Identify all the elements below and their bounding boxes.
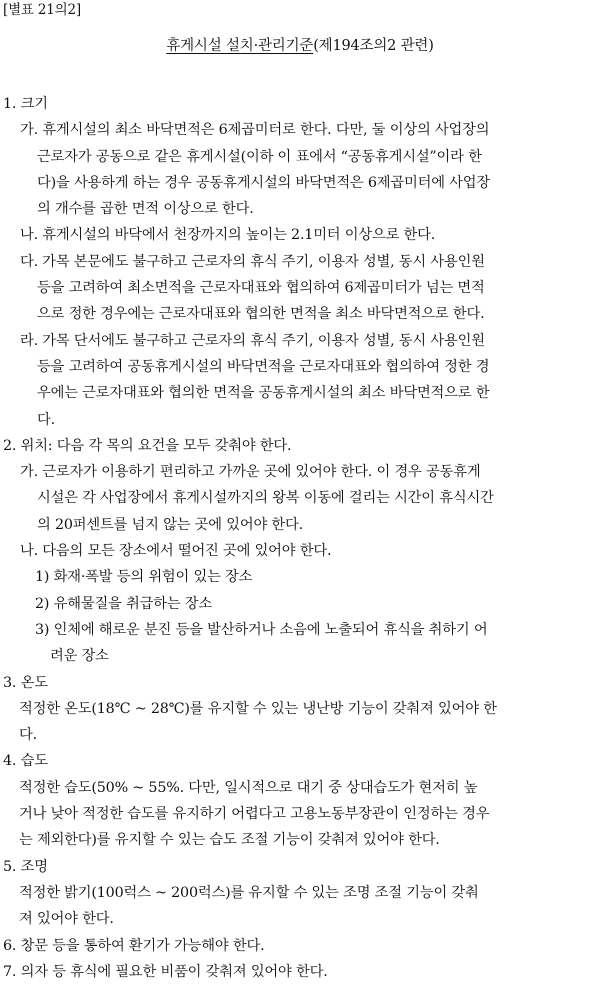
text-line: 1) 화재·폭발 등의 위험이 있는 장소	[35, 569, 253, 586]
text-line: 으로 정한 경우에는 근로자대표와 협의한 면적을 최소 바닥면적으로 한다.	[37, 306, 485, 323]
text-line: 나. 휴게시설의 바닥에서 천장까지의 높이는 2.1미터 이상으로 한다.	[20, 227, 436, 244]
text-line: 다. 가목 본문에도 불구하고 근로자의 휴식 주기, 이용자 성별, 동시 사용인원	[20, 253, 485, 270]
text-line: 5. 조명	[3, 858, 48, 875]
text-line: 등을 고려하여 공동휴게시설의 바닥면적을 근로자대표와 협의하여 정한 경	[37, 358, 490, 375]
text-line: 7. 의자 등 휴식에 필요한 비품이 갖춰져 있어야 한다.	[3, 963, 328, 980]
text-line: 1. 크기	[3, 96, 48, 112]
text-line: 의 개수를 곱한 면적 이상으로 한다.	[37, 201, 254, 218]
text-line: 등을 고려하여 최소면적을 근로자대표와 협의하여 6제곱미터가 넘는 면적	[37, 280, 485, 297]
text-line: 다)을 사용하게 하는 경우 공동휴게시설의 바닥면적은 6제곱미터에 사업장	[37, 174, 491, 191]
text-line: 가. 휴게시설의 최소 바닥면적은 6제곱미터로 한다. 다만, 둘 이상의 사업장의	[20, 122, 490, 139]
text-line: 는 제외한다)를 유지할 수 있는 습도 조절 기능이 갖춰져 있어야 한다.	[19, 832, 440, 849]
text-line: 다.	[37, 411, 55, 428]
text-line: 3. 온도	[3, 674, 48, 691]
text-line: 우에는 근로자대표와 협의한 면적을 공동휴게시설의 최소 바닥면적으로 한	[37, 385, 490, 402]
text-line: 3) 인체에 해로운 분진 등을 발산하거나 소음에 노출되어 휴식을 취하기 어	[35, 621, 488, 638]
text-line: 나. 다음의 모든 장소에서 떨어진 곳에 있어야 한다.	[20, 543, 332, 560]
appendix-tag: [별표 21의2]	[3, 2, 81, 18]
text-line: 시설은 각 사업장에서 휴게시설까지의 왕복 이동에 걸리는 시간이 휴식시간	[37, 490, 494, 507]
text-line: 적정한 온도(18℃ ~ 28℃)를 유지할 수 있는 냉난방 기능이 갖춰져 있어야 한	[19, 700, 497, 717]
text-line: 가. 근로자가 이용하기 편리하고 가까운 곳에 있어야 한다. 이 경우 공동휴게	[20, 464, 481, 481]
document-title	[0, 36, 600, 56]
title-main: 휴게시설 설치·관리기준	[166, 38, 314, 54]
title-reference: (제194조의2 관련)	[313, 38, 434, 54]
text-line: 2. 위치: 다음 각 목의 요건을 모두 갖춰야 한다.	[3, 437, 292, 454]
text-line: 거나 낮아 적정한 습도를 유지하기 어렵다고 고용노동부장관이 인정하는 경우	[19, 806, 490, 823]
text-line: 적정한 밝기(100럭스 ~ 200럭스)를 유지할 수 있는 조명 조절 기능이 갖춰	[19, 884, 479, 901]
text-line: 다.	[19, 727, 37, 744]
text-line: 2) 유해물질을 취급하는 장소	[35, 595, 213, 612]
text-line: 적정한 습도(50% ~ 55%. 다만, 일시적으로 대기 중 상대습도가 현저히 높	[19, 779, 478, 796]
text-line: 져 있어야 한다.	[19, 911, 114, 928]
text-line: 4. 습도	[3, 753, 48, 770]
text-line: 라. 가목 단서에도 불구하고 근로자의 휴식 주기, 이용자 성별, 동시 사용인원	[20, 332, 485, 349]
text-line: 6. 창문 등을 통하여 환기가 가능해야 한다.	[3, 937, 265, 954]
text-line: 의 20퍼센트를 넘지 않는 곳에 있어야 한다.	[37, 516, 303, 533]
text-line: 려운 장소	[50, 648, 109, 665]
document-body	[0, 91, 600, 985]
text-line: 근로자가 공동으로 같은 휴게시설(이하 이 표에서 “공동휴게시설”이라 한	[37, 148, 482, 165]
